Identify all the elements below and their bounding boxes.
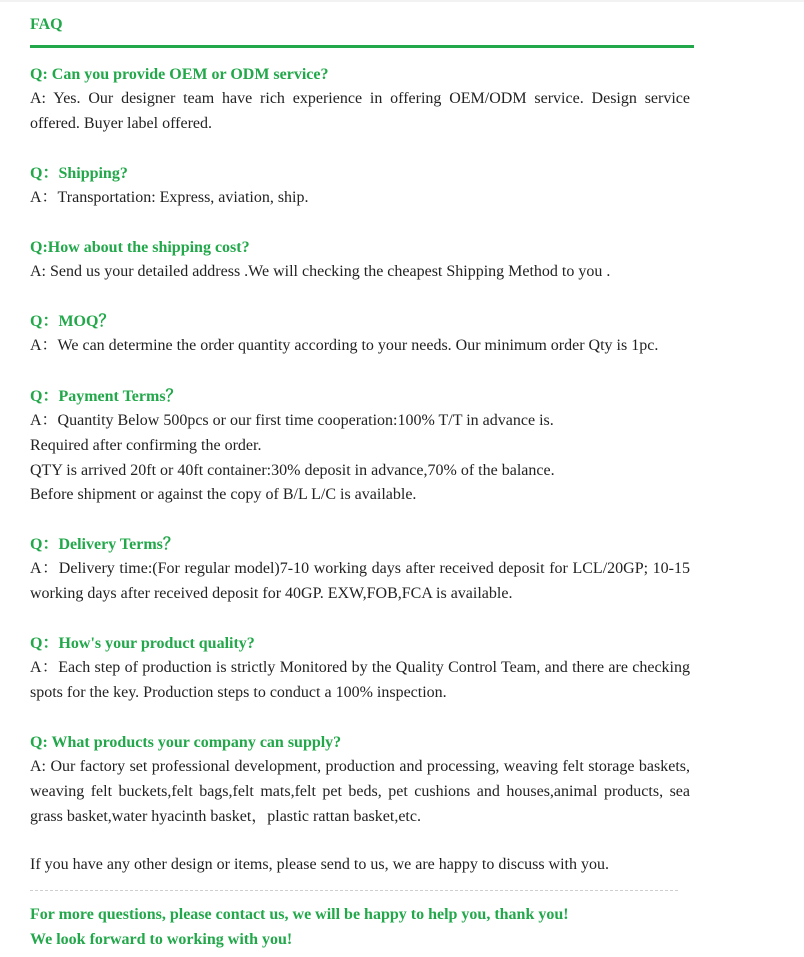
faq-item-oem [30,62,690,137]
faq-question: Q：Payment Terms？ [30,388,182,405]
faq-answer-text: A: Send us your detailed address .We will checking the cheapest Shipping Method to you . [30,263,611,280]
faq-answer-line: Before shipment or against the copy of B/L L/C is available. [30,486,417,504]
faq-item-moq [30,309,690,359]
faq-question: Q:How about the shipping cost? [30,239,250,256]
title-underline [30,45,694,48]
faq-answer-text: A: Yes. Our designer team have rich experience in offering OEM/ODM service. Design service offered. Buyer label offered. [30,90,690,132]
faq-answer-line: QTY is arrived 20ft or 40ft container:30% deposit in advance,70% of the balance. [30,461,555,479]
faq-answer-line: Required after confirming the order. [30,436,262,454]
footer-message [30,902,694,952]
faq-question: Q: What products your company can supply? [30,734,342,751]
faq-item-shipping [30,161,690,211]
dashed-divider [30,890,678,891]
top-border [0,0,804,2]
faq-item-shipping-cost [30,235,690,285]
faq-answer-text: A：We can determine the order quantity according to your needs. Our minimum order Qty is 1pc. [30,337,659,354]
faq-item-product-quality [30,631,690,706]
faq-answer-line: A：Quantity Below 500pcs or our first time cooperation:100% T/T in advance is. [30,412,554,429]
faq-answer [30,87,690,137]
faq-answer [30,755,690,829]
faq-question: Q：How's your product quality? [30,635,255,652]
faq-answer-text: A：Each step of production is strictly Monitored by the Quality Control Team, and there are checking spots for the key. Production steps to conduct a 100% inspection. [30,659,690,701]
page-title: FAQ [30,16,63,33]
faq-answer [30,557,690,607]
faq-answer [30,656,690,706]
faq-answer-text: A：Transportation: Express, aviation, ship. [30,189,309,206]
footer-line-contact: For more questions, please contact us, we will be happy to help you, thank you! [30,906,569,923]
footer-line-thanks: We look forward to working with you! [30,931,293,948]
faq-answer [30,186,690,211]
faq-question: Q: Can you provide OEM or ODM service? [30,66,329,83]
faq-answer-text: A: Our factory set professional development, production and processing, weaving felt storage baskets, weaving felt buckets,felt bags,felt mats,felt pet beds, pet cushions and houses,animal products, sea grass basket,water hyacinth basket，plastic rattan basket,etc. [30,758,690,825]
faq-answer [30,260,690,285]
faq-item-delivery-terms [30,532,690,607]
faq-answer [30,334,690,359]
faq-question: Q：Delivery Terms？ [30,536,179,553]
closing-note: If you have any other design or items, please send to us, we are happy to discuss with you. [30,856,609,873]
faq-question: Q：MOQ？ [30,313,115,330]
faq-question: Q：Shipping? [30,165,128,182]
faq-item-payment-terms [30,384,690,508]
faq-answer-text: A：Delivery time:(For regular model)7-10 working days after received deposit for LCL/20GP; 10-15 working days after received deposit for 40GP. EXW,FOB,FCA is available. [30,560,690,602]
faq-item-products [30,730,690,829]
faq-answer [30,409,690,508]
